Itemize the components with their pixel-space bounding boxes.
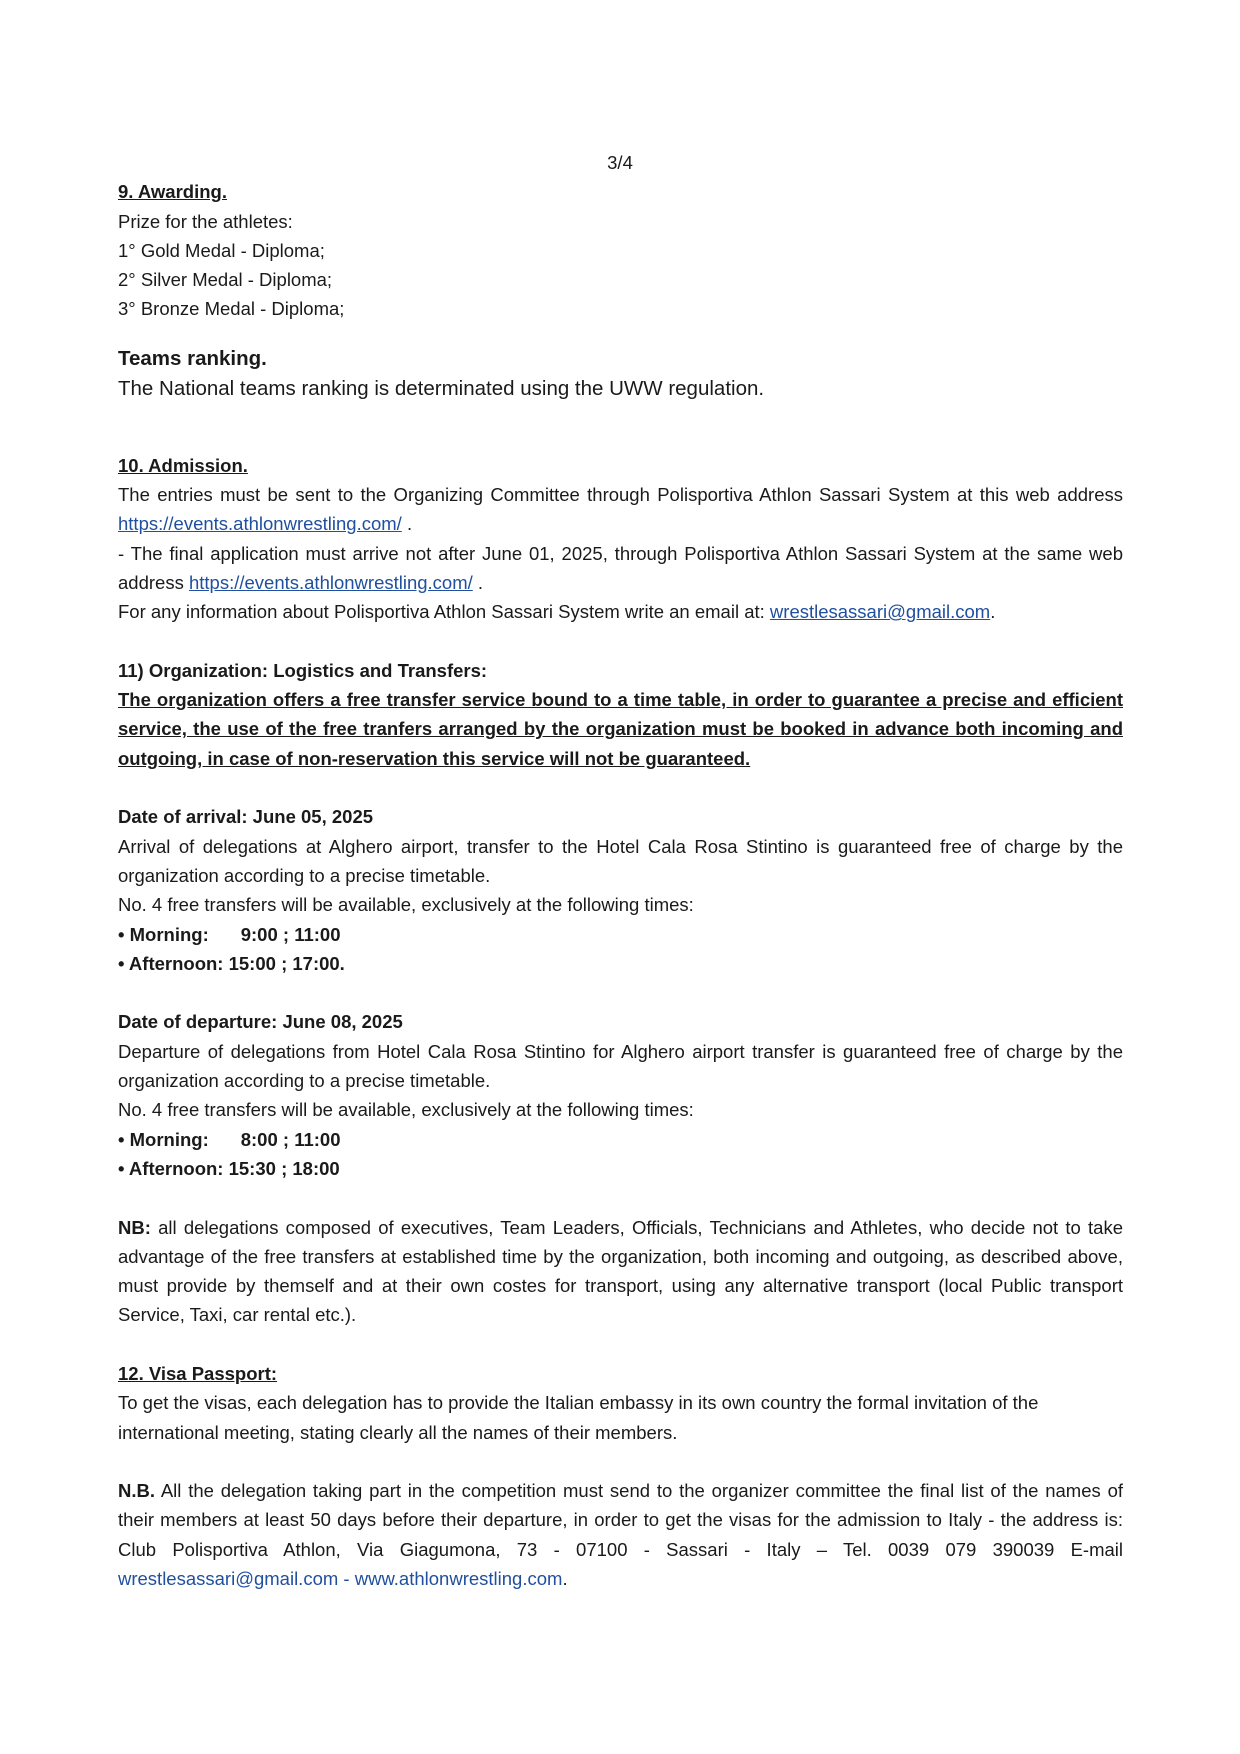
admission-period: .	[990, 601, 996, 623]
admission-dot-2: .	[472, 571, 484, 593]
info-email-link[interactable]: wrestlesassari@gmail.com	[769, 601, 991, 623]
contact-separator: -	[338, 1568, 355, 1590]
admission-paragraph-1	[118, 480, 1123, 539]
arrival-transfers: No. 4 free transfers will be available, exclusively at the following times:	[118, 894, 694, 916]
awarding-heading: 9. Awarding.	[118, 181, 227, 203]
admission-heading: 10. Admission.	[118, 454, 248, 476]
departure-afternoon-times: 15:30 ; 18:00	[228, 1157, 340, 1179]
admission-dot-1: .	[401, 513, 413, 535]
admission-text-3: For any information about Polisportiva Athlon Sassari System write an email at:	[118, 601, 765, 623]
organization-notice: The organization offers a free transfer service bound to a time table, in order to guarantee a precise and efficient service, the use of the free tranfers arranged by the organization must be booked in advance both incoming and outgoing, in case of non-reservation this service will not be guaranteed.	[118, 689, 1123, 769]
arrival-morning-label: • Morning:	[118, 923, 209, 945]
departure-morning-label: • Morning:	[118, 1128, 209, 1150]
visa-text: To get the visas, each delegation has to provide the Italian embassy in its own country the formal invitation of the international meeting, stating clearly all the names of their members.	[118, 1392, 1039, 1443]
admission-paragraph-3	[118, 597, 1123, 626]
prize-gold: 1° Gold Medal - Diploma;	[118, 239, 325, 261]
nb2-text: All the delegation taking part in the competition must send to the organizer committee the final list of the names of their members at least 50 days before their departure, in order to get the visas for the admission to Italy - the address is: Club Polisportiva Athlon, Via Giagumona, 73 - 07100 - Sassari - Italy – Tel. 0039 079 390039 E-mail	[118, 1480, 1123, 1560]
departure-morning-times: 8:00 ; 11:00	[240, 1128, 341, 1150]
departure-heading: Date of departure: June 08, 2025	[118, 1011, 403, 1033]
nb2-paragraph	[118, 1476, 1123, 1593]
nb-paragraph	[118, 1213, 1123, 1330]
departure-transfers: No. 4 free transfers will be available, exclusively at the following times:	[118, 1099, 694, 1121]
entries-link[interactable]: https://events.athlonwrestling.com/	[118, 513, 402, 535]
nb-label: NB:	[118, 1216, 151, 1238]
nb2-label: N.B.	[118, 1480, 155, 1502]
arrival-heading: Date of arrival: June 05, 2025	[118, 806, 374, 828]
departure-afternoon-label: • Afternoon:	[118, 1157, 224, 1179]
website-link[interactable]: www.athlonwrestling.com	[354, 1568, 563, 1590]
teams-ranking-text: The National teams ranking is determinated using the UWW regulation.	[118, 376, 765, 400]
arrival-afternoon-label: • Afternoon:	[118, 952, 224, 974]
visa-heading: 12. Visa Passport:	[118, 1362, 278, 1384]
page-number: 3/4	[607, 152, 633, 173]
departure-text: Departure of delegations from Hotel Cala Rosa Stintino for Alghero airport transfer is guaranteed free of charge by the organization according to a precise timetable.	[118, 1040, 1123, 1092]
departure-morning	[118, 1125, 1123, 1154]
admission-paragraph-2	[118, 539, 1123, 598]
nb2-period: .	[562, 1568, 568, 1590]
prize-silver: 2° Silver Medal - Diploma;	[118, 269, 333, 291]
application-link[interactable]: https://events.athlonwrestling.com/	[188, 571, 473, 593]
nb-text: all delegations composed of executives, Team Leaders, Officials, Technicians and Athletes, who decide not to take advantage of the free transfers at established time by the organization, both incoming and outgoing, as described above, must provide by themself and at their own costes for transport, using any alternative transport (local Public transport Service, Taxi, car rental etc.).	[118, 1216, 1123, 1326]
arrival-afternoon-times: 15:00 ; 17:00.	[228, 952, 345, 974]
document-body	[118, 148, 1123, 1593]
arrival-text: Arrival of delegations at Alghero airport, transfer to the Hotel Cala Rosa Stintino is guaranteed free of charge by the organization according to a precise timetable.	[118, 835, 1123, 886]
awarding-intro: Prize for the athletes:	[118, 210, 293, 232]
arrival-morning	[118, 920, 1123, 949]
arrival-afternoon	[118, 949, 1123, 978]
organization-heading: 11) Organization: Logistics and Transfers:	[118, 659, 488, 681]
arrival-morning-times: 9:00 ; 11:00	[240, 923, 341, 945]
admission-text-1: The entries must be sent to the Organizing Committee through Polisportiva Athlon Sassari System at this web address	[118, 484, 1123, 506]
teams-ranking-heading: Teams ranking.	[118, 346, 267, 370]
prize-bronze: 3° Bronze Medal - Diploma;	[118, 298, 345, 320]
contact-email-link[interactable]: wrestlesassari@gmail.com	[118, 1568, 339, 1590]
admission-text-2: - The final application must arrive not after June 01, 2025, through Polisportiva Athlon Sassari System at the same web address	[118, 542, 1123, 593]
departure-afternoon	[118, 1154, 1123, 1183]
